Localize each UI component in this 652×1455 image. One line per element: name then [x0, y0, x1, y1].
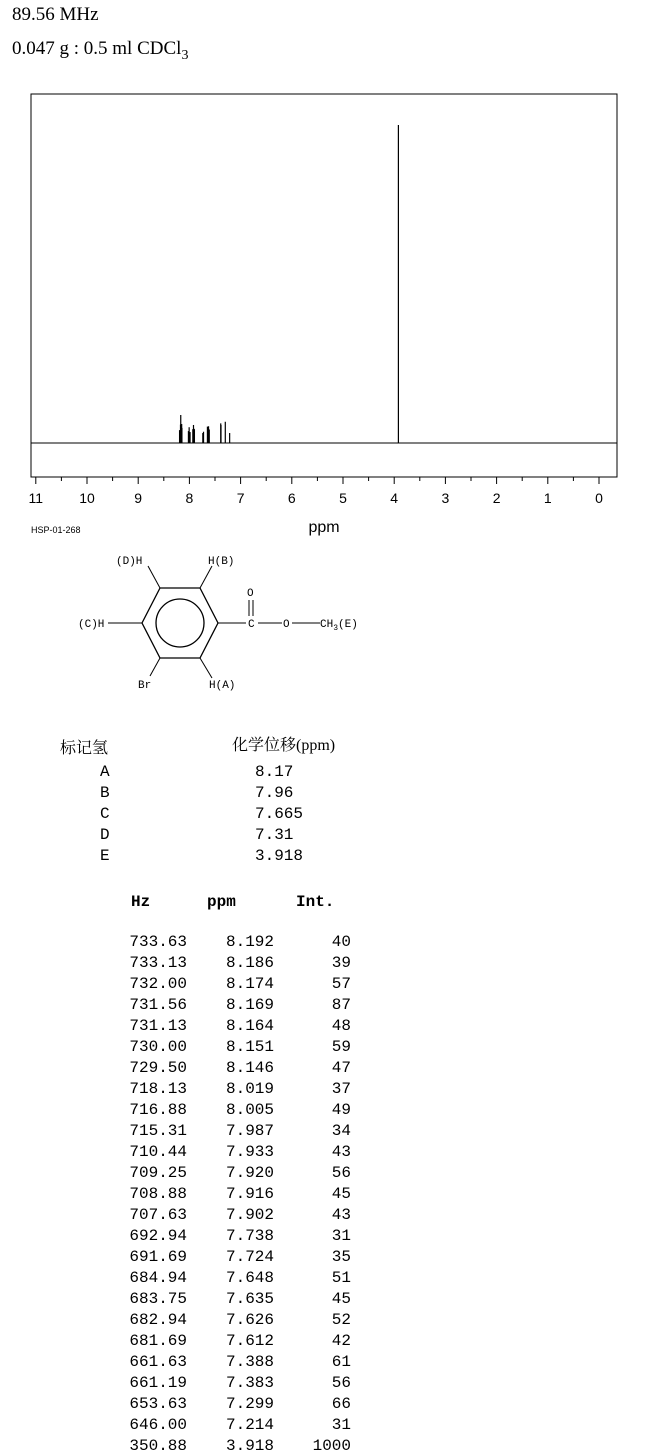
- peak-hz: 731.13: [129, 1017, 187, 1035]
- peak-hz: 732.00: [129, 975, 187, 993]
- sample-label: [12, 38, 188, 64]
- peak-int: 31: [331, 1227, 351, 1245]
- sample-main: 0.047 g : 0.5 ml CDCl: [12, 38, 182, 59]
- assign-shift: 7.31: [255, 826, 294, 844]
- peak-int: 45: [331, 1290, 351, 1308]
- peak-int: 57: [331, 975, 351, 993]
- assign-shift: 8.17: [255, 763, 294, 781]
- peak-int: 1000: [312, 1437, 351, 1455]
- peak-int: 39: [331, 954, 351, 972]
- peak-hz: 733.63: [129, 933, 187, 951]
- assign-key: C: [100, 805, 110, 823]
- peak-ppm: 8.005: [225, 1101, 274, 1119]
- peak-int: 43: [331, 1206, 351, 1224]
- x-tick-label: 10: [79, 490, 95, 506]
- peak-ppm: 8.019: [225, 1080, 274, 1098]
- peak-ppm: 7.987: [225, 1122, 274, 1140]
- x-tick-label: 6: [287, 490, 296, 506]
- peak-ppm: 7.920: [225, 1164, 274, 1182]
- assign-shift: 7.96: [255, 784, 294, 802]
- peak-int: 59: [331, 1038, 351, 1056]
- peak-ppm: 7.388: [225, 1353, 274, 1371]
- peak-ppm: 7.299: [225, 1395, 274, 1413]
- peak-hz: 710.44: [129, 1143, 187, 1161]
- peak-int: 56: [331, 1164, 351, 1182]
- label-A: H(A): [209, 680, 236, 692]
- x-axis-ticks: [29, 477, 604, 506]
- assign-key: B: [100, 784, 110, 802]
- peak-int: 31: [331, 1416, 351, 1434]
- peak-int: 34: [331, 1122, 351, 1140]
- peak-int: 61: [331, 1353, 351, 1371]
- peak-hz: 692.94: [129, 1227, 187, 1245]
- assign-header-shift: 化学位移(ppm): [232, 737, 336, 754]
- peak-ppm: 7.635: [225, 1290, 274, 1308]
- peak-ppm: 7.626: [225, 1311, 274, 1329]
- sample-subscript: 3: [181, 47, 189, 63]
- peak-ppm: 7.724: [225, 1248, 274, 1266]
- peak-ppm: 8.164: [225, 1017, 274, 1035]
- peak-int: 42: [331, 1332, 351, 1350]
- aromatic-circle: [156, 599, 204, 647]
- x-tick-label: 8: [185, 490, 194, 506]
- peak-hz: 733.13: [129, 954, 187, 972]
- peak-ppm: 8.151: [225, 1038, 274, 1056]
- peak-hz: 682.94: [129, 1311, 187, 1329]
- bond-B: [200, 566, 212, 588]
- label-O-top: O: [247, 588, 254, 600]
- x-tick-label: 3: [441, 490, 450, 506]
- x-tick-label: 1: [543, 490, 552, 506]
- peak-hz: 653.63: [129, 1395, 187, 1413]
- frequency-label: 89.56 MHz: [12, 4, 99, 25]
- peak-int: 48: [331, 1017, 351, 1035]
- bond-D: [148, 566, 160, 588]
- ch3-E: (E): [338, 619, 358, 631]
- peak-int: 87: [331, 996, 351, 1014]
- peak-hz: 709.25: [129, 1164, 187, 1182]
- label-O-ester: O: [283, 619, 290, 631]
- label-D: (D)H: [116, 556, 143, 568]
- peak-ppm: 7.933: [225, 1143, 274, 1161]
- assign-shift: 3.918: [255, 847, 304, 865]
- ch3-sub: 3: [333, 624, 339, 633]
- bond-A: [200, 658, 212, 678]
- bond-Br: [150, 658, 160, 676]
- plot-frame: [31, 94, 617, 477]
- peak-hz: 708.88: [129, 1185, 187, 1203]
- assign-key: A: [100, 763, 110, 781]
- peak-ppm: 8.169: [225, 996, 274, 1014]
- peak-ppm: 7.916: [225, 1185, 274, 1203]
- peak-hz: 707.63: [129, 1206, 187, 1224]
- assign-header-label: 标记氢: [60, 740, 109, 757]
- peak-ppm: 7.648: [225, 1269, 274, 1287]
- x-tick-label: 11: [28, 490, 44, 506]
- ch3-main: CH: [320, 619, 334, 631]
- peak-hz: 716.88: [129, 1101, 187, 1119]
- x-tick-label: 4: [390, 490, 399, 506]
- peak-hz: 661.63: [129, 1353, 187, 1371]
- peak-hz: 729.50: [129, 1059, 187, 1077]
- x-tick-label: 9: [134, 490, 143, 506]
- peak-header-ppm: ppm: [207, 893, 236, 911]
- label-C: (C)H: [78, 619, 105, 631]
- peak-hz: 691.69: [129, 1248, 187, 1266]
- assign-shift: 7.665: [255, 805, 304, 823]
- peak-hz: 661.19: [129, 1374, 187, 1392]
- assign-key: D: [100, 826, 110, 844]
- peak-int: 52: [331, 1311, 351, 1329]
- peak-int: 43: [331, 1143, 351, 1161]
- x-tick-label: 2: [492, 490, 501, 506]
- label-CH3: [320, 619, 358, 633]
- nmr-spectrum-chart: [0, 80, 652, 550]
- peak-ppm: 8.174: [225, 975, 274, 993]
- peak-int: 66: [331, 1395, 351, 1413]
- peak-hz: 684.94: [129, 1269, 187, 1287]
- x-tick-label: 7: [236, 490, 245, 506]
- peak-hz: 730.00: [129, 1038, 187, 1056]
- peak-ppm: 7.383: [225, 1374, 274, 1392]
- peak-int: 51: [331, 1269, 351, 1287]
- peak-int: 49: [331, 1101, 351, 1119]
- peak-hz: 731.56: [129, 996, 187, 1014]
- peak-ppm: 3.918: [225, 1437, 274, 1455]
- peak-hz: 646.00: [129, 1416, 187, 1434]
- peak-hz: 350.88: [129, 1437, 187, 1455]
- x-tick-label: 5: [339, 490, 347, 506]
- x-axis-label: ppm: [308, 519, 340, 536]
- peak-int: 45: [331, 1185, 351, 1203]
- peak-hz: 718.13: [129, 1080, 187, 1098]
- peak-hz: 681.69: [129, 1332, 187, 1350]
- peak-int: 35: [331, 1248, 351, 1266]
- peaks: [180, 125, 399, 443]
- spectrum-code: HSP-01-268: [31, 525, 81, 535]
- peak-ppm: 8.192: [225, 933, 274, 951]
- peak-ppm: 7.738: [225, 1227, 274, 1245]
- label-Br: Br: [138, 680, 152, 692]
- peak-hz: 683.75: [129, 1290, 187, 1308]
- peak-header-hz: Hz: [131, 893, 151, 911]
- peak-int: 47: [331, 1059, 351, 1077]
- peak-ppm: 7.612: [225, 1332, 274, 1350]
- peak-header-int: Int.: [296, 893, 335, 911]
- molecule-structure: [70, 548, 390, 698]
- assign-key: E: [100, 847, 110, 865]
- peak-int: 40: [331, 933, 351, 951]
- peak-ppm: 8.146: [225, 1059, 274, 1077]
- peak-ppm: 8.186: [225, 954, 274, 972]
- label-B: H(B): [208, 556, 235, 568]
- peak-ppm: 7.214: [225, 1416, 274, 1434]
- label-C-carbonyl: C: [248, 619, 255, 631]
- peak-int: 56: [331, 1374, 351, 1392]
- peak-int: 37: [331, 1080, 351, 1098]
- peak-hz: 715.31: [129, 1122, 187, 1140]
- x-tick-label: 0: [595, 490, 603, 506]
- peak-ppm: 7.902: [225, 1206, 274, 1224]
